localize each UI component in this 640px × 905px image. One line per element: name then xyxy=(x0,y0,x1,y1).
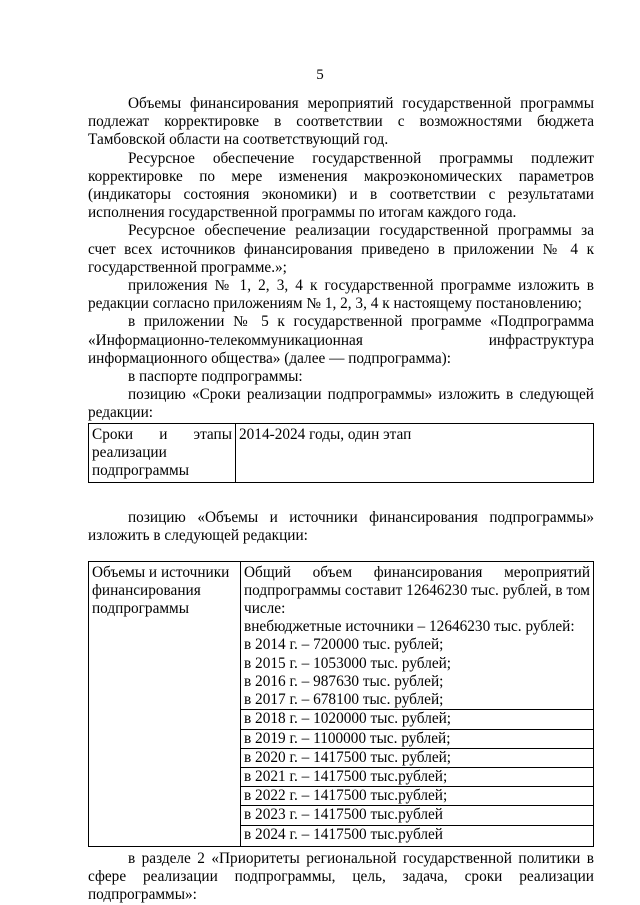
paragraph-resource-adjustment: Ресурсное обеспечение государственной программы подлежит корректировке по мере изменения макроэкономических параметров (индикаторы состояния экономики) и в соответствии с результатами исполнения государственной программы по итогам каждого года. xyxy=(88,149,594,222)
finance-year-line: в 2018 г. – 1020000 тыс. рублей; xyxy=(241,709,593,728)
terms-label-word: и xyxy=(159,425,168,443)
finance-offbudget: внебюджетные источники – 12646230 тыс. рублей: xyxy=(244,618,575,636)
finance-year-line: в 2021 г. – 1417500 тыс.рублей; xyxy=(241,767,593,786)
finance-total: Общий объем финансирования мероприятий подпрограммы составит 12646230 тыс. рублей, в том числе: xyxy=(244,563,590,618)
terms-label-word: Сроки xyxy=(92,425,134,443)
paragraph-appendix-5: в приложении № 5 к государственной программе «Подпрограмма «Информационно-телекоммуникационная инфраструктура информационного общества» (далее — подпрограмма): xyxy=(88,313,594,367)
table-row xyxy=(89,423,594,483)
terms-label-cell xyxy=(89,423,236,483)
finance-value-cell xyxy=(241,561,594,846)
finance-year-line: в 2022 г. – 1417500 тыс.рублей; xyxy=(241,786,593,805)
finance-label-line: финансирования xyxy=(92,581,201,599)
terms-label-first-line xyxy=(92,426,232,444)
finance-year-line: в 2019 г. – 1100000 тыс. рублей; xyxy=(241,729,593,748)
paragraph-funding-volumes: Объемы финансирования мероприятий государственной программы подлежат корректировке в соответствии с возможностями бюджета Тамбовской области на соответствующий год. xyxy=(88,95,594,149)
paragraph-terms-position: позицию «Сроки реализации подпрограммы» изложить в следующей редакции: xyxy=(88,386,594,422)
document-body xyxy=(88,95,594,904)
terms-value-cell: 2014-2024 годы, один этап xyxy=(236,423,594,483)
paragraph-appendices: приложения № 1, 2, 3, 4 к государственной программе изложить в редакции согласно приложениям № 1, 2, 3, 4 к настоящему постановлению; xyxy=(88,277,594,313)
paragraph-resource-sources: Ресурсное обеспечение реализации государственной программы за счет всех источников финансирования приведено в приложении № 4 к государственной программе.»; xyxy=(88,222,594,276)
terms-table xyxy=(88,423,594,484)
finance-label-cell xyxy=(89,561,241,846)
finance-year-line: в 2024 г. – 1417500 тыс.рублей xyxy=(241,825,593,844)
finance-label-line: подпрограммы xyxy=(92,600,190,618)
finance-year-line: в 2023 г. – 1417500 тыс.рублей xyxy=(241,805,593,824)
terms-label-line: реализации xyxy=(92,443,167,461)
finance-year-line: в 2015 г. – 1053000 тыс. рублей; xyxy=(244,654,452,672)
finance-year-line: в 2017 г. – 678100 тыс. рублей; xyxy=(244,691,444,709)
finance-table xyxy=(88,561,594,847)
finance-year-line: в 2020 г. – 1417500 тыс. рублей; xyxy=(241,748,593,767)
paragraph-passport: в паспорте подпрограммы: xyxy=(128,368,303,386)
page-number: 5 xyxy=(316,67,324,83)
terms-label-word: этапы xyxy=(193,425,232,443)
finance-year-line: в 2016 г. – 987630 тыс. рублей; xyxy=(244,672,444,690)
paragraph-finance-position: позицию «Объемы и источники финансирования подпрограммы» изложить в следующей редакции: xyxy=(88,509,594,545)
finance-year-line: в 2014 г. – 720000 тыс. рублей; xyxy=(244,636,444,654)
paragraph-section-2: в разделе 2 «Приоритеты региональной государственной политики в сфере реализации подпрограммы, цель, задача, сроки реализации подпрограммы»: xyxy=(88,849,594,904)
table-row xyxy=(89,561,594,846)
finance-label-line: Объемы и источники xyxy=(92,563,230,581)
terms-label-line: подпрограммы xyxy=(92,462,190,480)
